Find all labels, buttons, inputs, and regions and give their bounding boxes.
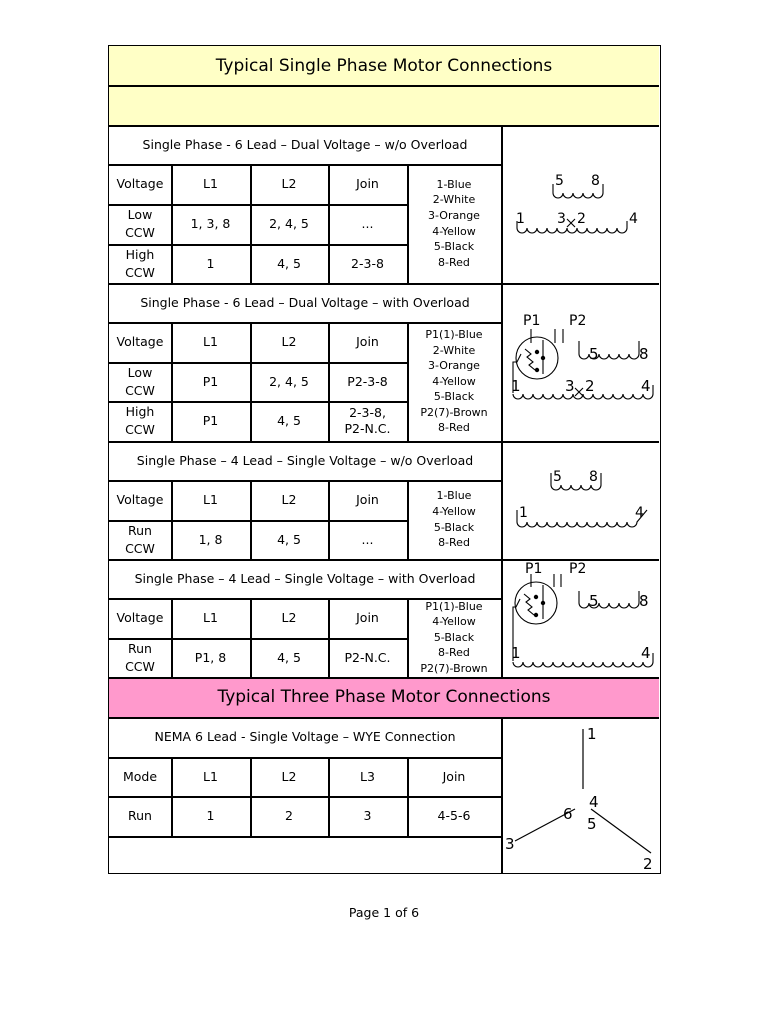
diagram-label: 4	[589, 793, 599, 811]
header-join: Join	[356, 334, 379, 349]
diagram-label: 5	[553, 469, 562, 485]
single-phase-empty-band	[109, 85, 659, 125]
header-voltage: Voltage	[116, 610, 164, 625]
diagram-label: 1	[516, 211, 525, 227]
row-l2: 4, 5	[277, 531, 301, 547]
winding-diagram-6-lead-overload	[503, 285, 659, 439]
diagram-label: 6	[563, 805, 573, 823]
row-l2: 4, 5	[277, 413, 301, 428]
diagram-label: 3	[565, 377, 575, 395]
row-join: P2-N.C.	[344, 649, 391, 665]
header-l2: L2	[281, 768, 297, 784]
row-voltage: High CCW	[125, 246, 155, 280]
header-l1: L1	[203, 334, 218, 349]
header-l1: L1	[203, 610, 218, 625]
row-l1: 1	[206, 808, 215, 823]
header-l1: L1	[203, 176, 218, 191]
row-join: ...	[361, 216, 374, 231]
diagram-label: P1	[525, 561, 543, 577]
row-l3: 3	[363, 808, 372, 823]
header-join: Join	[442, 768, 466, 784]
row-l2: 4, 5	[277, 649, 301, 665]
header-l2: L2	[281, 176, 297, 191]
diagram-label: 8	[639, 592, 649, 610]
diagram-label: 8	[591, 173, 600, 189]
row-l2: 4, 5	[277, 255, 301, 271]
section-title: Single Phase - 6 Lead – Dual Voltage – with Overload	[140, 294, 470, 310]
row-l1: 1	[206, 255, 215, 271]
diagram-label: 8	[589, 469, 598, 485]
row-voltage: Run CCW	[125, 640, 155, 674]
section-title: NEMA 6 Lead - Single Voltage – WYE Connection	[154, 729, 456, 744]
header-l2: L2	[281, 610, 297, 625]
row-l1: P1	[202, 373, 219, 389]
page-number: Page 1 of 6	[348, 905, 420, 920]
row-l1: 1, 3, 8	[190, 216, 231, 231]
row-l1: 1, 8	[198, 531, 223, 547]
diagram-label: 4	[629, 211, 638, 227]
row-l2: 2, 4, 5	[269, 373, 309, 389]
winding-diagram-4-lead	[503, 443, 659, 557]
diagram-label: 5	[587, 815, 597, 833]
section-title: Single Phase - 6 Lead – Dual Voltage – w/o Overload	[142, 136, 468, 152]
row-join: ...	[361, 531, 374, 547]
header-l1: L1	[203, 492, 218, 507]
row-l1: P1	[202, 413, 219, 428]
diagram-label: 2	[643, 855, 653, 873]
header-mode: Mode	[122, 768, 158, 784]
row-voltage: High CCW	[125, 404, 155, 437]
lead-colors: 1-Blue 2-White 3-Orange 4-Yellow 5-Black 8-Red	[428, 177, 480, 269]
row-voltage: Run CCW	[125, 522, 155, 556]
row-l2: 2	[285, 808, 293, 823]
header-l3: L3	[360, 768, 375, 784]
lead-colors: 1-Blue 4-Yellow 5-Black 8-Red	[432, 489, 476, 550]
diagram-label: 1	[519, 505, 528, 521]
header-voltage: Voltage	[116, 176, 164, 191]
diagram-label: 5	[589, 592, 599, 610]
header-join: Join	[356, 610, 379, 625]
single-phase-title: Typical Single Phase Motor Connections	[215, 55, 553, 76]
header-l2: L2	[281, 492, 297, 507]
diagram-label: P2	[569, 313, 587, 329]
row-join: 2-3-8	[351, 255, 384, 271]
row-mode: Run	[128, 808, 152, 823]
diagram-label: 1	[511, 377, 521, 395]
diagram-label: 8	[639, 345, 649, 363]
diagram-label: P1	[523, 313, 541, 329]
diagram-label: 5	[589, 345, 599, 363]
diagram-label: 1	[587, 725, 597, 743]
header-voltage: Voltage	[116, 334, 164, 349]
header-l1: L1	[203, 768, 218, 784]
lead-colors: P1(1)-Blue 4-Yellow 5-Black 8-Red P2(7)-Brown	[420, 599, 488, 675]
row-join: P2-3-8	[347, 373, 388, 389]
section-title: Single Phase – 4 Lead – Single Voltage – w/o Overload	[136, 452, 474, 468]
diagram-label: 4	[635, 505, 644, 521]
diagram-label: 3	[557, 211, 566, 227]
diagram-label: 2	[585, 377, 595, 395]
diagram-label: 2	[577, 211, 586, 227]
row-voltage: Low CCW	[125, 207, 155, 240]
motor-connections-table	[108, 45, 661, 874]
diagram-label: 4	[641, 644, 651, 662]
header-join: Join	[356, 492, 379, 507]
diagram-label: 3	[505, 835, 515, 853]
diagram-label: 5	[555, 173, 564, 189]
row-join: 4-5-6	[437, 808, 471, 823]
row-l2: 2, 4, 5	[269, 216, 309, 231]
lead-colors: P1(1)-Blue 2-White 3-Orange 4-Yellow 5-Black P2(7)-Brown 8-Red	[420, 327, 488, 435]
wye-connection-diagram	[503, 719, 659, 873]
diagram-label: P2	[569, 561, 587, 577]
diagram-label: 4	[641, 377, 651, 395]
header-join: Join	[356, 176, 379, 191]
row-l1: P1, 8	[194, 649, 227, 665]
diagram-label: 1	[511, 644, 521, 662]
section-title: Single Phase – 4 Lead – Single Voltage – with Overload	[134, 570, 476, 586]
header-voltage: Voltage	[116, 492, 164, 507]
three-phase-title: Typical Three Phase Motor Connections	[217, 687, 551, 707]
row-join: 2-3-8, P2-N.C.	[344, 405, 391, 436]
row-voltage: Low CCW	[125, 364, 155, 398]
winding-diagram-6-lead	[503, 127, 659, 281]
winding-diagram-4-lead-overload	[503, 561, 659, 675]
header-l2: L2	[281, 334, 297, 349]
